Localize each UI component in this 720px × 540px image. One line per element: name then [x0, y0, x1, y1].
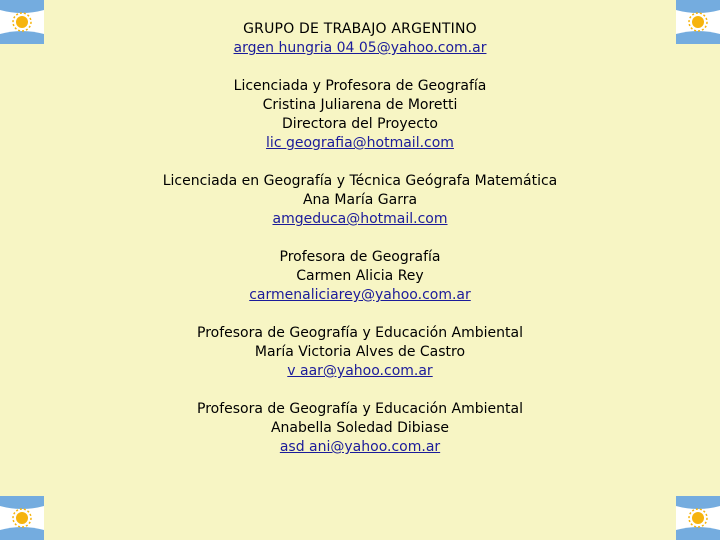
member-block	[0, 400, 720, 457]
group-email-link[interactable]: argen hungria 04 05@yahoo.com.ar	[233, 40, 487, 56]
member-role: Profesora de Geografía y Educación Ambiental	[197, 401, 523, 417]
member-block	[0, 77, 720, 153]
member-name: Ana María Garra	[302, 192, 418, 208]
member-role: Profesora de Geografía	[279, 249, 441, 265]
member-role: Licenciada y Profesora de Geografía	[233, 78, 487, 94]
member-block	[0, 172, 720, 229]
member-email-link[interactable]: amgeduca@hotmail.com	[272, 211, 448, 227]
argentina-flag-icon	[0, 496, 44, 540]
argentina-flag-icon	[676, 496, 720, 540]
page-title: GRUPO DE TRABAJO ARGENTINO	[243, 21, 477, 37]
member-role: Profesora de Geografía y Educación Ambiental	[197, 325, 523, 341]
member-email-link[interactable]: lic geografia@hotmail.com	[266, 135, 454, 151]
member-block	[0, 324, 720, 381]
member-email-link[interactable]: v aar@yahoo.com.ar	[287, 363, 433, 379]
member-name: Anabella Soledad Dibiase	[270, 420, 450, 436]
member-email-link[interactable]: carmenaliciarey@yahoo.com.ar	[249, 287, 471, 303]
member-email-link[interactable]: asd ani@yahoo.com.ar	[279, 439, 441, 455]
member-name: Cristina Juliarena de Moretti	[262, 97, 458, 113]
member-block	[0, 248, 720, 305]
credits-list	[0, 20, 720, 457]
member-name: María Victoria Alves de Castro	[254, 344, 466, 360]
member-name: Carmen Alicia Rey	[296, 268, 424, 284]
member-extra: Directora del Proyecto	[282, 116, 438, 132]
member-role: Licenciada en Geografía y Técnica Geógrafa Matemática	[162, 173, 558, 189]
